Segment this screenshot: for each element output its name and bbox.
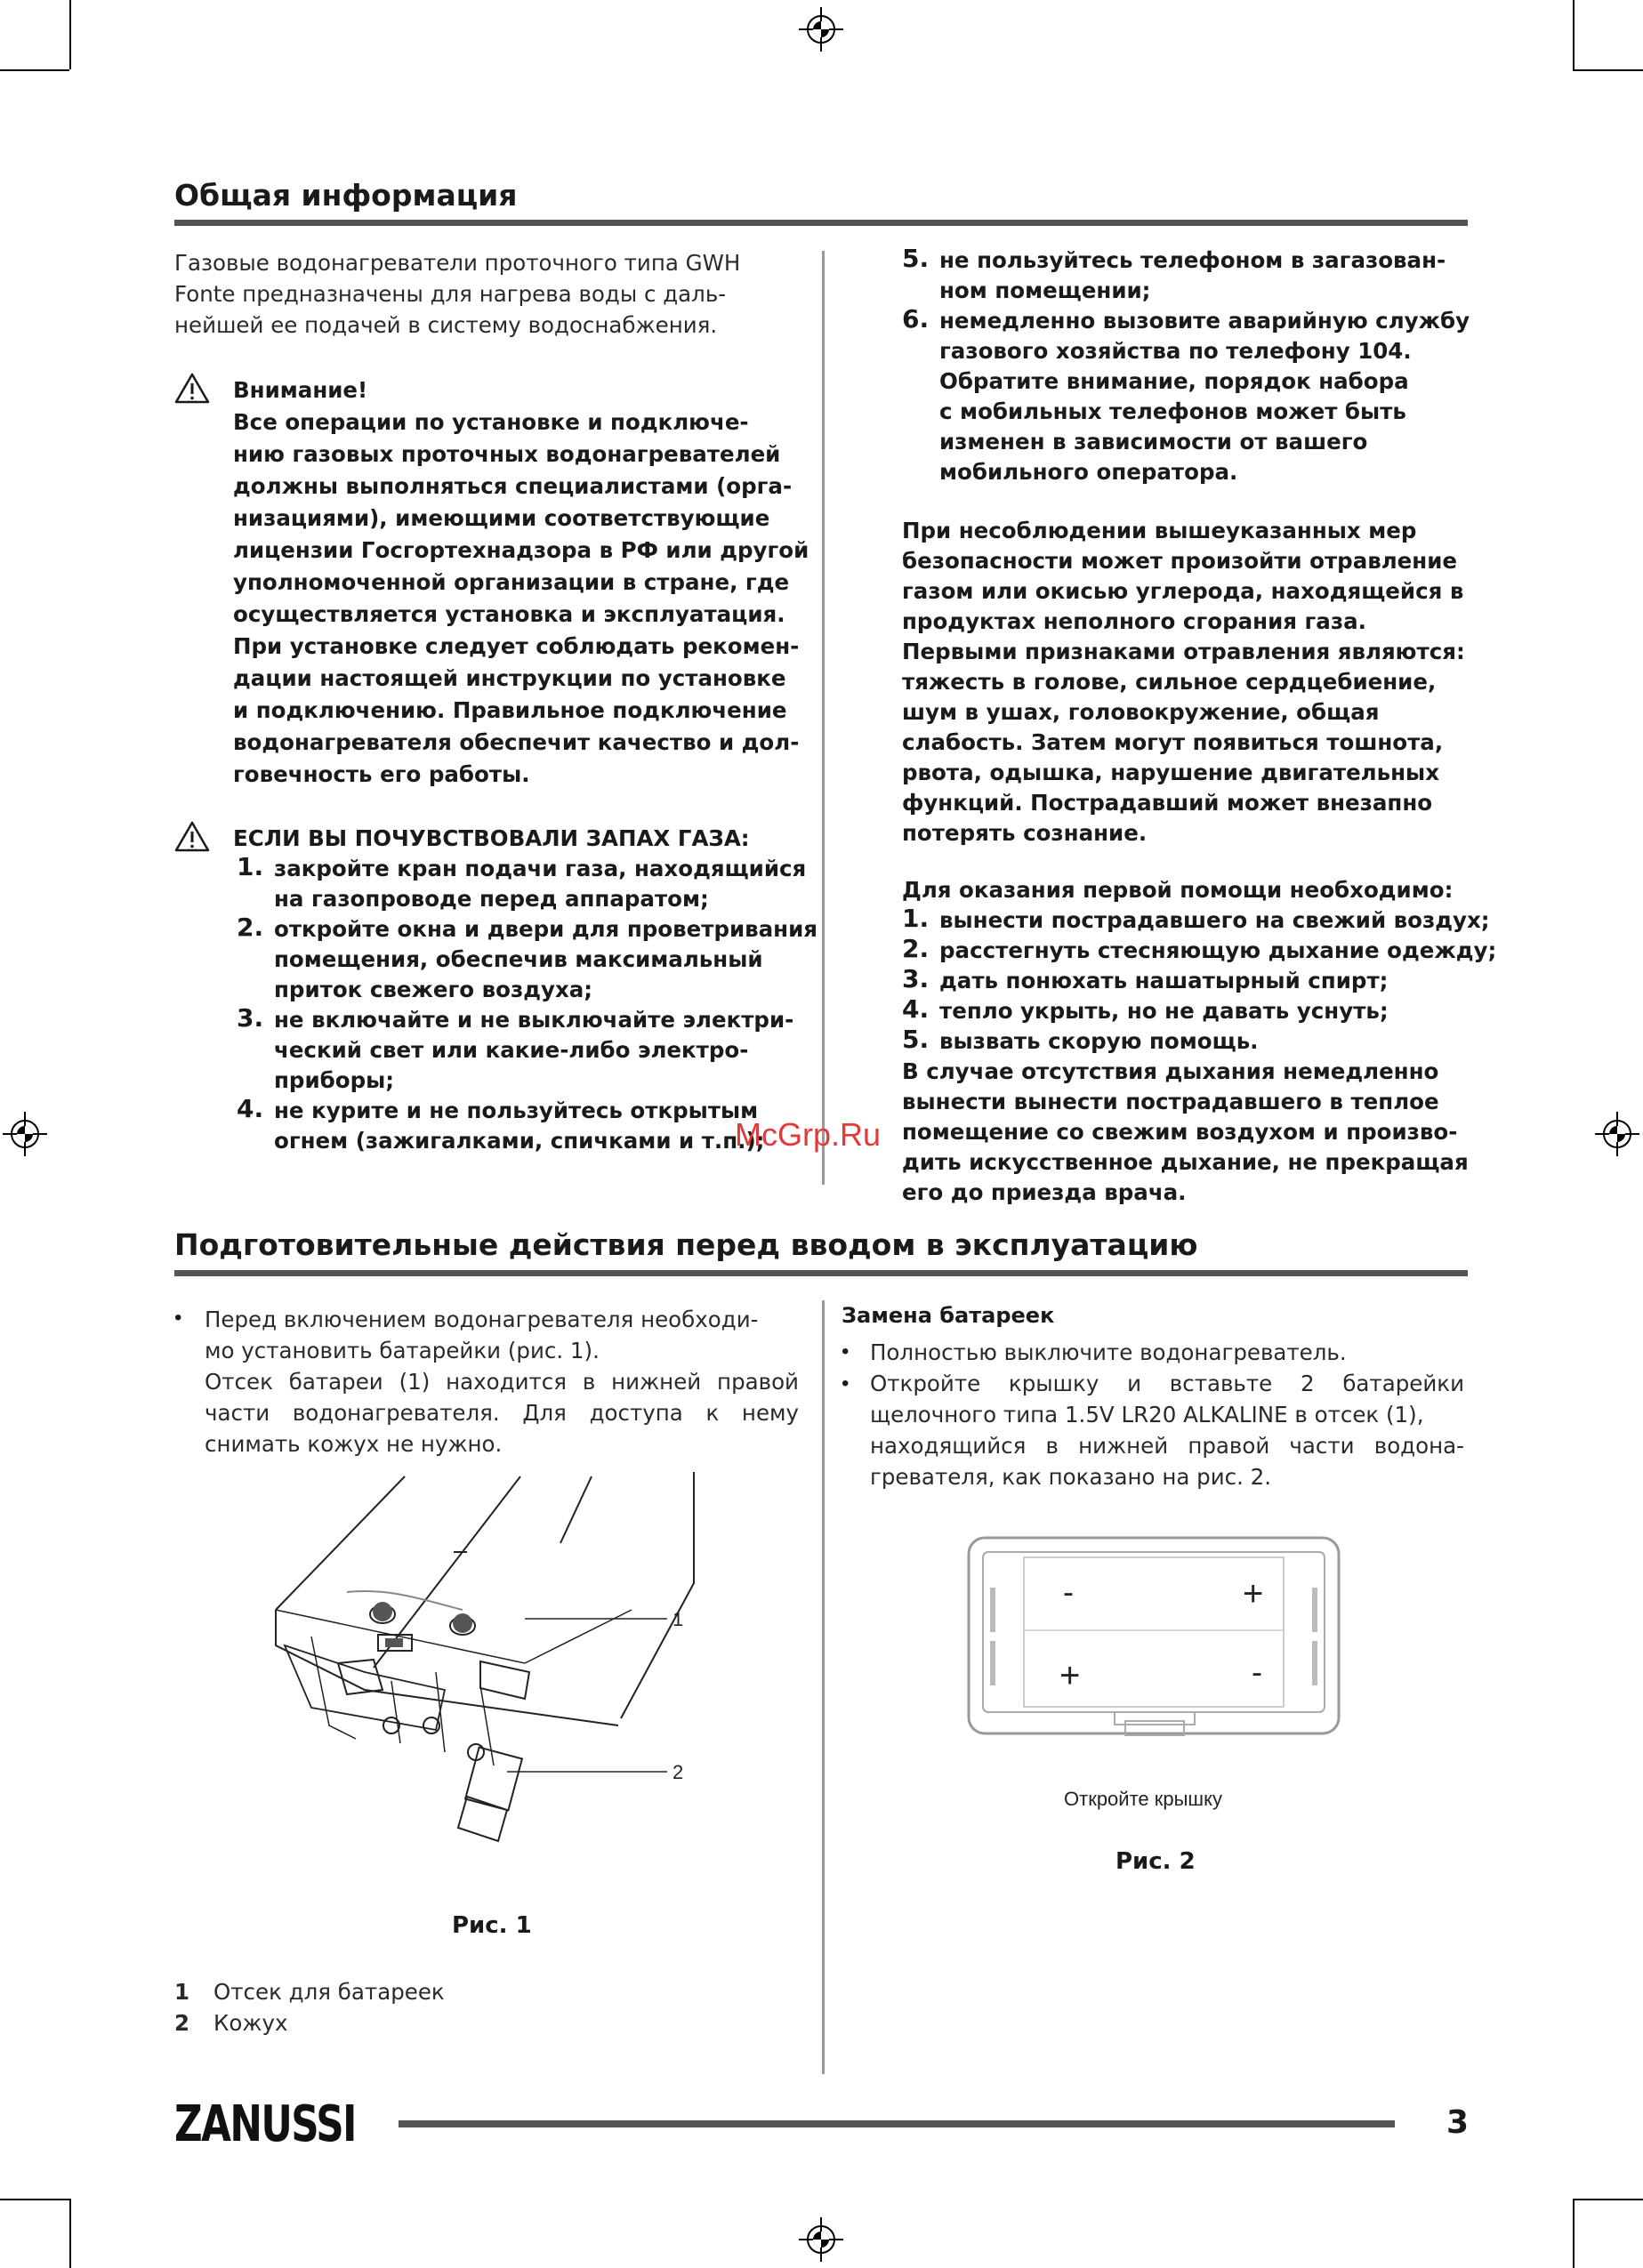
section-title: Подготовительные действия перед вводом в эксплуатацию xyxy=(174,1227,1198,1262)
poisoning-paragraph: При несоблюдении вышеуказанных мер безопасности может произойти отравление газом или окисью углерода, находящейся в продуктах неполного сгорания газа. Первыми признаками отравления являются: тяжесть в голове, сильное сердцебиение, шум в ушах, головокружение, общая слабость. Затем могут появиться тошнота, рвота, одышка, нарушение двигательных функций. Пострадавший может внезапно потерять сознание. xyxy=(902,518,1465,846)
registration-mark-icon xyxy=(1595,1112,1639,1156)
registration-mark-icon xyxy=(799,7,843,52)
footer-rule xyxy=(399,2120,1395,2127)
column-divider xyxy=(822,1300,825,2074)
breathing-paragraph: В случае отсутствия дыхания немедленно вынести вынести пострадавшего в теплое помещение со свежим воздухом и произво- дить искусственное дыхание, не прекращая его до приезда врача. xyxy=(902,1058,1469,1205)
list-item: 6. немедленно вызовите аварийную службу газового хозяйства по телефону 104. Обратите внимание, порядок набора с мобильных телефонов может быть изменен в зависимости от вашего мобильного оператора. xyxy=(902,304,1470,485)
figure-legend xyxy=(174,1976,445,2039)
page-number: 3 xyxy=(1446,2104,1470,2141)
bullet: • xyxy=(842,1371,850,1395)
battery-title: Замена батареек xyxy=(842,1303,1055,1328)
figure-caption: Рис. 1 xyxy=(452,1912,532,1939)
callout-2: 2 xyxy=(673,1761,684,1783)
figure-label: Откройте крышку xyxy=(1064,1788,1222,1810)
callout-1: 1 xyxy=(673,1608,684,1630)
list-item: 5. не пользуйтесь телефоном в загазован- ном помещении; xyxy=(902,244,1446,303)
list-item: 2. откройте окна и двери для проветривания помещения, обеспечив максимальный приток свежего воздуха; xyxy=(237,913,818,1002)
minus-sign: - xyxy=(1252,1653,1262,1690)
intro-paragraph: Газовые водонагреватели проточного типа GWH Fonte предназначены для нагрева воды с даль- нейшей ее подачей в систему водоснабжения. xyxy=(174,250,741,338)
minus-sign: - xyxy=(1063,1573,1074,1610)
crop-mark xyxy=(0,2199,69,2200)
registration-mark-icon xyxy=(3,1112,47,1156)
gas-steps-list-continued xyxy=(902,245,1489,487)
battery-step-1: Полностью выключите водонагреватель. xyxy=(870,1339,1347,1365)
warning-icon xyxy=(174,820,210,852)
crop-mark xyxy=(69,0,71,69)
crop-mark xyxy=(1573,2199,1643,2200)
water-heater-figure xyxy=(258,1459,721,1868)
list-item: 4. не курите и не пользуйтесь открытым огнем (зажигалками, спичками и т.п.); xyxy=(237,1094,765,1154)
battery-step-2: Откройте крышку и вставьте 2 батарейки щелочного типа 1.5V LR20 ALKALINE в отсек (1), находящийся в нижней правой части водона- гревателя, как показано на рис. 2. xyxy=(870,1371,1464,1490)
registration-mark-icon xyxy=(799,2217,843,2262)
crop-mark xyxy=(1573,2199,1575,2268)
section-rule xyxy=(174,220,1468,226)
list-item: 5. вызвать скорую помощь. xyxy=(902,1025,1259,1054)
list-item: 2. расстегнуть стесняющую дыхание одежду; xyxy=(902,934,1497,963)
bullet: • xyxy=(174,1306,182,1330)
crop-mark xyxy=(1573,0,1575,69)
prep-paragraph: Перед включением водонагревателя необходи- мо установить батарейки (рис. 1). Отсек батареи (1) находится в нижней правой части водонагревателя. Для доступа к нему снимать кожух не нужно. xyxy=(205,1307,799,1457)
first-aid-title: Для оказания первой помощи необходимо: xyxy=(902,877,1454,903)
crop-mark xyxy=(1573,69,1643,71)
warning-text: Все операции по установке и подключе- нию газовых проточных водонагревателей должны выполняться специалистами (орга- низациями), имеющими соответствующие лицензии Госгортехнадзора в РФ или другой уполномоченной организации в стране, где осуществляется установка и эксплуатация. При установке следует соблюдать рекомен- дации настоящей инструкции по установке и подключению. Правильное подключение водонагревателя обеспечит качество и дол- говечность его работы. xyxy=(233,409,809,787)
column-divider xyxy=(822,251,825,1185)
list-item: 4. тепло укрыть, но не давать уснуть; xyxy=(902,994,1389,1024)
list-item: 1. вынести пострадавшего на свежий воздух; xyxy=(902,904,1490,933)
brand-logo: ZANUSSI xyxy=(174,2095,356,2153)
list-item: 3. не включайте и не выключайте электри- ческий свет или какие-либо электро- приборы; xyxy=(237,1003,794,1093)
legend-item: 2 Кожух xyxy=(174,2010,288,2036)
gas-warning-title: ЕСЛИ ВЫ ПОЧУВСТВОВАЛИ ЗАПАХ ГАЗА: xyxy=(233,825,750,851)
legend-item: 1 Отсек для батареек xyxy=(174,1979,445,2005)
list-item: 3. дать понюхать нашатырный спирт; xyxy=(902,964,1389,993)
warning-icon xyxy=(174,372,210,404)
figure-caption: Рис. 2 xyxy=(1115,1848,1196,1875)
plus-sign: + xyxy=(1243,1574,1264,1613)
crop-mark xyxy=(69,2199,71,2268)
bullet: • xyxy=(842,1339,850,1363)
first-aid-list xyxy=(902,905,1525,1057)
warning-title: Внимание! xyxy=(233,377,368,403)
list-item: 1. закройте кран подачи газа, находящийся на газопроводе перед аппаратом; xyxy=(237,852,807,912)
plus-sign: + xyxy=(1059,1656,1081,1695)
crop-mark xyxy=(0,69,69,71)
section-title: Общая информация xyxy=(174,178,518,213)
battery-compartment-figure xyxy=(965,1534,1343,1748)
watermark: McGrp.Ru xyxy=(735,1116,882,1153)
section-rule xyxy=(174,1270,1468,1276)
